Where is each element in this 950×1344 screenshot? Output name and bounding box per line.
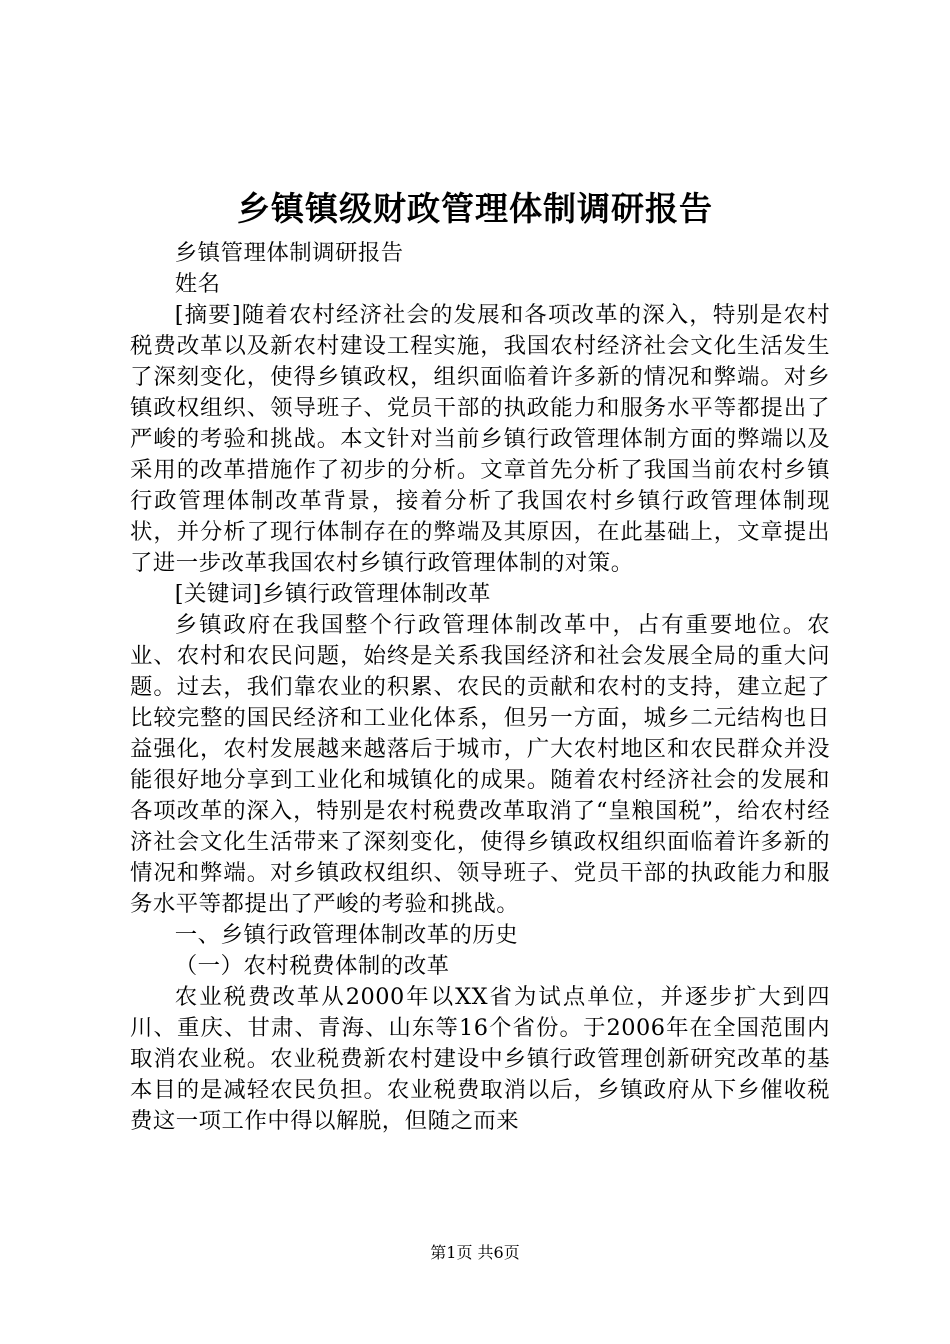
- intro-paragraph: 乡镇政府在我国整个行政管理体制改革中，占有重要地位。农业、农村和农民问题，始终是关系我国经济和社会发展全局的重大问题。过去，我们靠农业的积累、农民的贡献和农村的支持，建立起了比较完整的国民经济和工业化体系，但另一方面，城乡二元结构也日益强化，农村发展越来越落后于城市，广大农村地区和农民群众并没能很好地分享到工业化和城镇化的成果。随着农村经济社会的发展和各项改革的深入，特别是农村税费改革取消了“皇粮国税”，给农村经济社会文化生活带来了深刻变化，使得乡镇政权组织面临着许多新的情况和弊端。对乡镇政权组织、领导班子、党员干部的执政能力和服务水平等都提出了严峻的考验和挑战。: [130, 612, 830, 917]
- page-footer: 第1页 共6页: [430, 1243, 520, 1262]
- subsection-heading: （一）农村税费体制的改革: [174, 953, 450, 979]
- document-body: [130, 238, 830, 1137]
- document-title: 乡镇镇级财政管理体制调研报告: [237, 189, 713, 228]
- abstract-paragraph: [摘要]随着农村经济社会的发展和各项改革的深入，特别是农村税费改革以及新农村建设工程实施，我国农村经济社会文化生活发生了深刻变化，使得乡镇政权，组织面临着许多新的情况和弊端。对乡镇政权组织、领导班子、党员干部的执政能力和服务水平等都提出了严峻的考验和挑战。本文针对当前乡镇行政管理体制方面的弊端以及采用的改革措施作了初步的分析。文章首先分析了我国当前农村乡镇行政管理体制改革背景，接着分析了我国农村乡镇行政管理体制现状，并分析了现行体制存在的弊端及其原因，在此基础上，文章提出了进一步改革我国农村乡镇行政管理体制的对策。: [130, 302, 830, 576]
- subtitle-paragraph: 乡镇管理体制调研报告: [174, 240, 404, 266]
- body-paragraph: 农业税费改革从2000年以XX省为试点单位，并逐步扩大到四川、重庆、甘肃、青海、山东等16个省份。于2006年在全国范围内取消农业税。农业税费新农村建设中乡镇行政管理创新研究改革的基本目的是减轻农民负担。农业税费取消以后，乡镇政府从下乡催收税费这一项工作中得以解脱，但随之而来: [130, 984, 830, 1134]
- keywords-paragraph: [关键词]乡镇行政管理体制改革: [174, 581, 491, 607]
- section-heading: 一、乡镇行政管理体制改革的历史: [174, 922, 519, 948]
- author-paragraph: 姓名: [174, 271, 221, 297]
